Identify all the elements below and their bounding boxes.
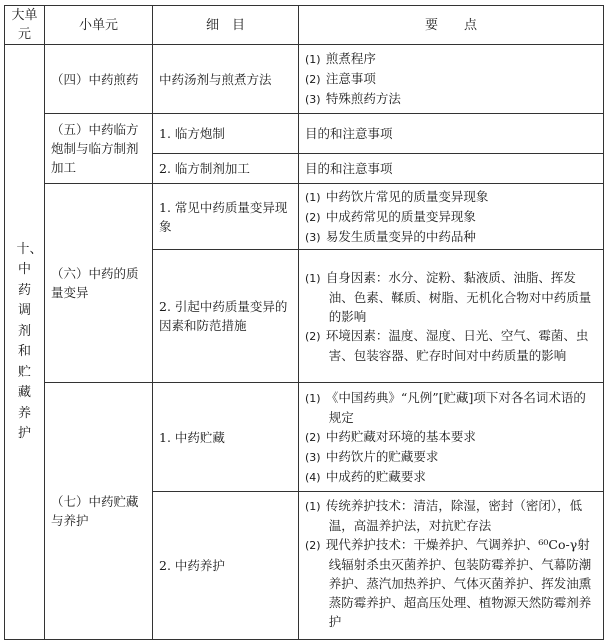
detail-cell: 中药汤剂与煎煮方法 xyxy=(153,45,299,114)
detail-cell: 2. 引起中药质量变异的因素和防范措施 xyxy=(153,250,299,383)
header-row xyxy=(5,6,604,45)
point-text: 中药饮片常见的质量变异现象 xyxy=(325,188,489,204)
key-point-item xyxy=(305,207,597,227)
key-point-item xyxy=(305,159,597,178)
point-text: 环境因素：温度、湿度、日光、空气、霉菌、虫害、包装容器、贮存时间对中药质量的影响 xyxy=(325,327,589,363)
key-point-item xyxy=(305,427,597,447)
points-cell xyxy=(299,383,604,492)
point-number: (1) xyxy=(305,190,321,204)
point-number: (1) xyxy=(305,391,321,405)
detail-cell: 1. 临方炮制 xyxy=(153,114,299,154)
key-point-item xyxy=(305,49,597,69)
key-point-item xyxy=(305,69,597,89)
point-text: 自身因素：水分、淀粉、黏液质、油脂、挥发油、色素、鞣质、树脂、无机化合物对中药质量的影响 xyxy=(325,269,592,324)
small-unit-cell: （七）中药贮藏与养护 xyxy=(45,383,153,640)
key-point-item xyxy=(305,227,597,247)
points-cell xyxy=(299,492,604,640)
table-row xyxy=(5,45,604,114)
detail-cell: 1. 中药贮藏 xyxy=(153,383,299,492)
point-number: (2) xyxy=(305,430,321,444)
key-point-item xyxy=(305,496,597,535)
key-point-item xyxy=(305,535,597,631)
points-cell xyxy=(299,154,604,184)
points-list xyxy=(305,496,597,631)
big-unit-label: 十、中药调剂和贮藏养护 xyxy=(16,241,43,441)
key-point-item xyxy=(305,388,597,427)
table-row xyxy=(5,184,604,250)
key-point-item xyxy=(305,89,597,109)
points-list xyxy=(305,124,597,143)
header-small-unit: 小单元 xyxy=(45,6,153,45)
points-cell xyxy=(299,114,604,154)
point-number: (1) xyxy=(305,500,321,513)
header-detail: 细 目 xyxy=(153,6,299,45)
point-number: (1) xyxy=(305,53,321,66)
point-text: 易发生质量变异的中药品种 xyxy=(325,228,476,244)
points-cell xyxy=(299,45,604,114)
point-number: (3) xyxy=(305,450,321,464)
point-number: (3) xyxy=(305,230,321,244)
point-text: 注意事项 xyxy=(325,71,376,86)
syllabus-table xyxy=(4,5,604,640)
points-list xyxy=(305,187,597,247)
point-text: 目的和注意事项 xyxy=(305,161,393,176)
points-cell xyxy=(299,184,604,250)
points-list xyxy=(305,388,597,487)
point-text: 传统养护技术：清洁，除湿，密封（密闭），低温，高温养护法，对抗贮存法 xyxy=(325,498,583,533)
points-list xyxy=(305,49,597,109)
detail-cell: 2. 中药养护 xyxy=(153,492,299,640)
point-text: 现代养护技术：干燥养护、气调养护、⁶⁰Co-γ射线辐射杀虫灭菌养护、包装防霉养护、气幕防潮养护、蒸汽加热养护、气体灭菌养护、挥发油熏蒸防霉养护、超高压处理、植物源天然防霉剂养护 xyxy=(325,537,592,629)
points-list xyxy=(305,159,597,178)
point-text: 目的和注意事项 xyxy=(305,126,393,141)
points-cell xyxy=(299,250,604,383)
key-point-item xyxy=(305,268,597,326)
point-number: (2) xyxy=(305,539,321,552)
key-point-item xyxy=(305,326,597,365)
header-big-unit: 大单元 xyxy=(5,6,45,45)
key-point-item xyxy=(305,187,597,207)
small-unit-cell: （六）中药的质量变异 xyxy=(45,184,153,383)
point-number: (2) xyxy=(305,73,321,86)
point-text: 中药饮片的贮藏要求 xyxy=(325,448,439,464)
table-row xyxy=(5,383,604,492)
detail-cell: 2. 临方制剂加工 xyxy=(153,154,299,184)
point-text: 特殊煎药方法 xyxy=(325,91,401,106)
point-text: 《中国药典》“凡例”[贮藏]项下对各名词术语的规定 xyxy=(325,389,586,425)
small-unit-cell: （五）中药临方炮制与临方制剂加工 xyxy=(45,114,153,184)
point-number: (4) xyxy=(305,470,321,484)
point-number: (2) xyxy=(305,210,321,224)
key-point-item xyxy=(305,124,597,143)
table-row xyxy=(5,114,604,154)
point-text: 煎煮程序 xyxy=(325,51,376,66)
points-list xyxy=(305,268,597,365)
point-number: (2) xyxy=(305,329,321,343)
point-number: (3) xyxy=(305,93,321,106)
point-text: 中药贮藏对环境的基本要求 xyxy=(325,428,476,444)
big-unit-cell xyxy=(5,45,45,640)
key-point-item xyxy=(305,447,597,467)
small-unit-cell: （四）中药煎药 xyxy=(45,45,153,114)
point-text: 中成药的贮藏要求 xyxy=(325,468,426,484)
detail-cell: 1. 常见中药质量变异现象 xyxy=(153,184,299,250)
key-point-item xyxy=(305,467,597,487)
header-key-points: 要 点 xyxy=(299,6,604,45)
point-number: (1) xyxy=(305,271,321,285)
point-text: 中成药常见的质量变异现象 xyxy=(325,208,476,224)
